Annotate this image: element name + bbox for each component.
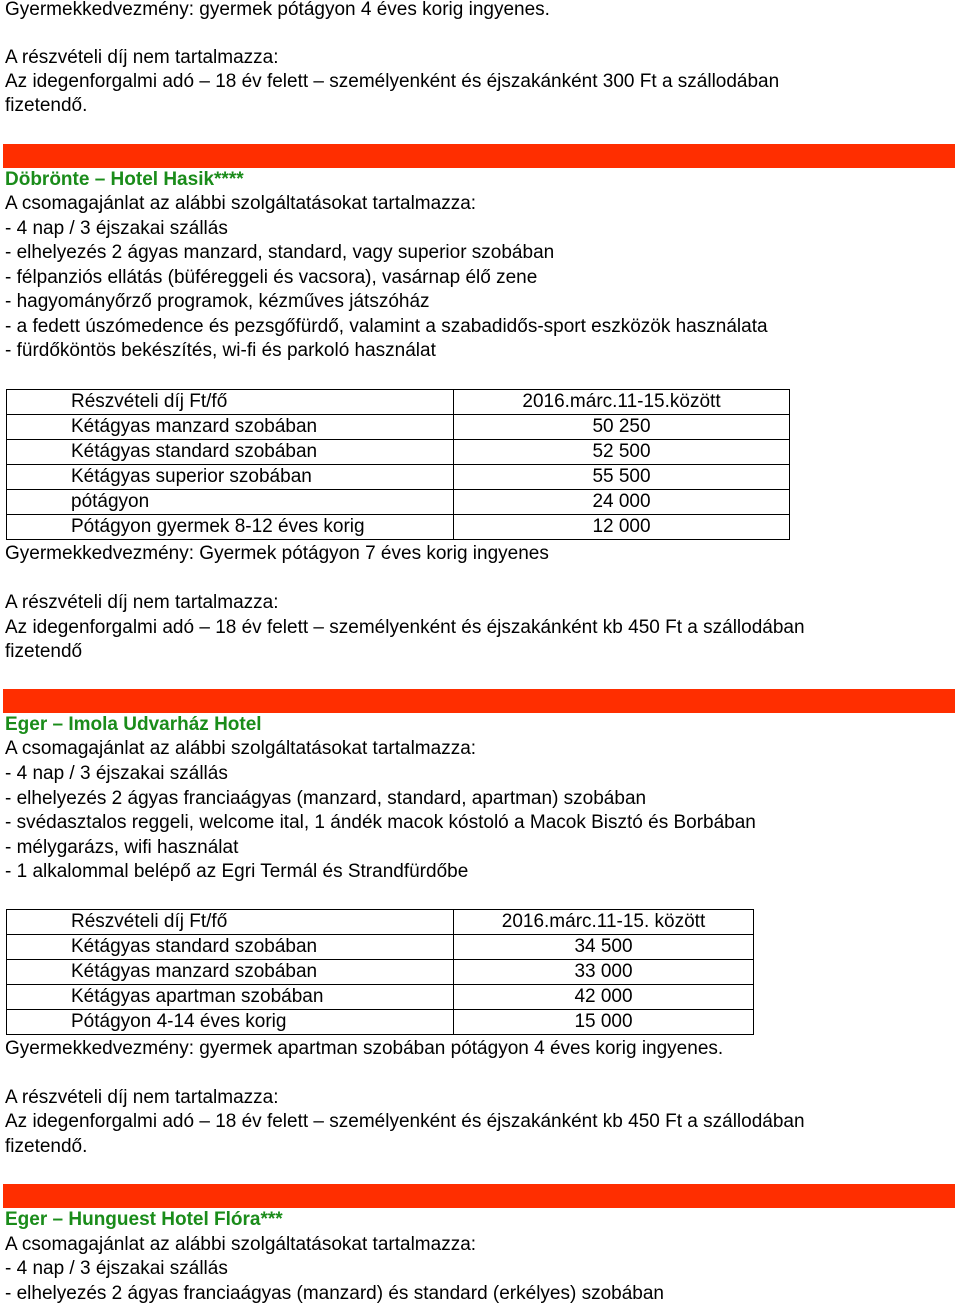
room-type: Kétágyas standard szobában bbox=[7, 935, 454, 960]
room-type: Kétágyas superior szobában bbox=[7, 465, 454, 490]
tourist-tax-text-cont: fizetendő. bbox=[5, 1136, 88, 1157]
hotel-title: Eger – Imola Udvarház Hotel bbox=[5, 714, 262, 735]
room-type: Pótágyon gyermek 8-12 éves korig bbox=[7, 515, 454, 540]
table-row bbox=[7, 1010, 754, 1035]
feature-item: - 1 alkalommal belépő az Egri Termál és Strandfürdőbe bbox=[5, 861, 469, 882]
child-discount-text: Gyermekkedvezmény: gyermek pótágyon 4 éves korig ingyenes. bbox=[5, 0, 550, 20]
header-period: 2016.márc.11-15.között bbox=[454, 390, 790, 415]
table-row bbox=[7, 490, 790, 515]
price: 12 000 bbox=[454, 515, 790, 540]
price: 52 500 bbox=[454, 440, 790, 465]
section-separator bbox=[3, 144, 955, 168]
table-row bbox=[7, 985, 754, 1010]
room-type: Kétágyas manzard szobában bbox=[7, 415, 454, 440]
exclusions-heading: A részvételi díj nem tartalmazza: bbox=[5, 592, 279, 613]
price-table-header bbox=[7, 390, 790, 415]
tourist-tax-text: Az idegenforgalmi adó – 18 év felett – személyenként és éjszakánként 300 Ft a szállodában bbox=[5, 71, 780, 92]
feature-item: - félpanziós ellátás (büféreggeli és vacsora), vasárnap élő zene bbox=[5, 267, 538, 288]
header-period: 2016.márc.11-15. között bbox=[454, 910, 754, 935]
feature-item: - elhelyezés 2 ágyas manzard, standard, vagy superior szobában bbox=[5, 242, 555, 263]
feature-item: - hagyományőrző programok, kézműves játszóház bbox=[5, 291, 430, 312]
package-includes-heading: A csomagajánlat az alábbi szolgáltatásokat tartalmazza: bbox=[5, 193, 477, 214]
tourist-tax-text-cont: fizetendő. bbox=[5, 95, 88, 116]
exclusions-heading: A részvételi díj nem tartalmazza: bbox=[5, 1087, 279, 1108]
feature-item: - 4 nap / 3 éjszakai szállás bbox=[5, 218, 228, 239]
table-row bbox=[7, 935, 754, 960]
price: 42 000 bbox=[454, 985, 754, 1010]
child-discount-text: Gyermekkedvezmény: gyermek apartman szobában pótágyon 4 éves korig ingyenes. bbox=[5, 1038, 724, 1059]
header-label: Részvételi díj Ft/fő bbox=[7, 910, 454, 935]
feature-item: - 4 nap / 3 éjszakai szállás bbox=[5, 1258, 228, 1279]
table-row bbox=[7, 415, 790, 440]
hotel-title: Döbrönte – Hotel Hasik**** bbox=[5, 169, 244, 190]
feature-item: - svédasztalos reggeli, welcome ital, 1 ándék macok kóstoló a Macok Bisztó és Borbában bbox=[5, 812, 756, 833]
hotel-title: Eger – Hunguest Hotel Flóra*** bbox=[5, 1209, 283, 1230]
package-includes-heading: A csomagajánlat az alábbi szolgáltatásokat tartalmazza: bbox=[5, 1234, 477, 1255]
table-row bbox=[7, 960, 754, 985]
table-row bbox=[7, 515, 790, 540]
room-type: Kétágyas manzard szobában bbox=[7, 960, 454, 985]
room-type: Kétágyas apartman szobában bbox=[7, 985, 454, 1010]
section-separator bbox=[3, 689, 955, 713]
price-table bbox=[6, 909, 754, 1035]
package-includes-heading: A csomagajánlat az alábbi szolgáltatásokat tartalmazza: bbox=[5, 738, 477, 759]
exclusions-heading: A részvételi díj nem tartalmazza: bbox=[5, 47, 279, 68]
price: 55 500 bbox=[454, 465, 790, 490]
feature-item: - mélygarázs, wifi használat bbox=[5, 837, 239, 858]
room-type: pótágyon bbox=[7, 490, 454, 515]
price-table bbox=[6, 389, 790, 540]
section-separator bbox=[3, 1184, 955, 1208]
table-row bbox=[7, 465, 790, 490]
tourist-tax-text: Az idegenforgalmi adó – 18 év felett – személyenként és éjszakánként kb 450 Ft a szállodában bbox=[5, 1111, 805, 1132]
feature-item: - fürdőköntös bekészítés, wi-fi és parkoló használat bbox=[5, 340, 436, 361]
price-table-header bbox=[7, 910, 754, 935]
table-row bbox=[7, 440, 790, 465]
price: 24 000 bbox=[454, 490, 790, 515]
room-type: Pótágyon 4-14 éves korig bbox=[7, 1010, 454, 1035]
tourist-tax-text-cont: fizetendő bbox=[5, 641, 83, 662]
feature-item: - 4 nap / 3 éjszakai szállás bbox=[5, 763, 228, 784]
tourist-tax-text: Az idegenforgalmi adó – 18 év felett – személyenként és éjszakánként kb 450 Ft a szállodában bbox=[5, 617, 805, 638]
feature-item: - elhelyezés 2 ágyas franciaágyas (manzard) és standard (erkélyes) szobában bbox=[5, 1283, 664, 1304]
feature-item: - elhelyezés 2 ágyas franciaágyas (manzard, standard, apartman) szobában bbox=[5, 788, 647, 809]
room-type: Kétágyas standard szobában bbox=[7, 440, 454, 465]
price: 50 250 bbox=[454, 415, 790, 440]
price: 33 000 bbox=[454, 960, 754, 985]
price: 15 000 bbox=[454, 1010, 754, 1035]
child-discount-text: Gyermekkedvezmény: Gyermek pótágyon 7 éves korig ingyenes bbox=[5, 543, 549, 564]
price: 34 500 bbox=[454, 935, 754, 960]
feature-item: - a fedett úszómedence és pezsgőfürdő, valamint a szabadidős-sport eszközök használata bbox=[5, 316, 768, 337]
header-label: Részvételi díj Ft/fő bbox=[7, 390, 454, 415]
